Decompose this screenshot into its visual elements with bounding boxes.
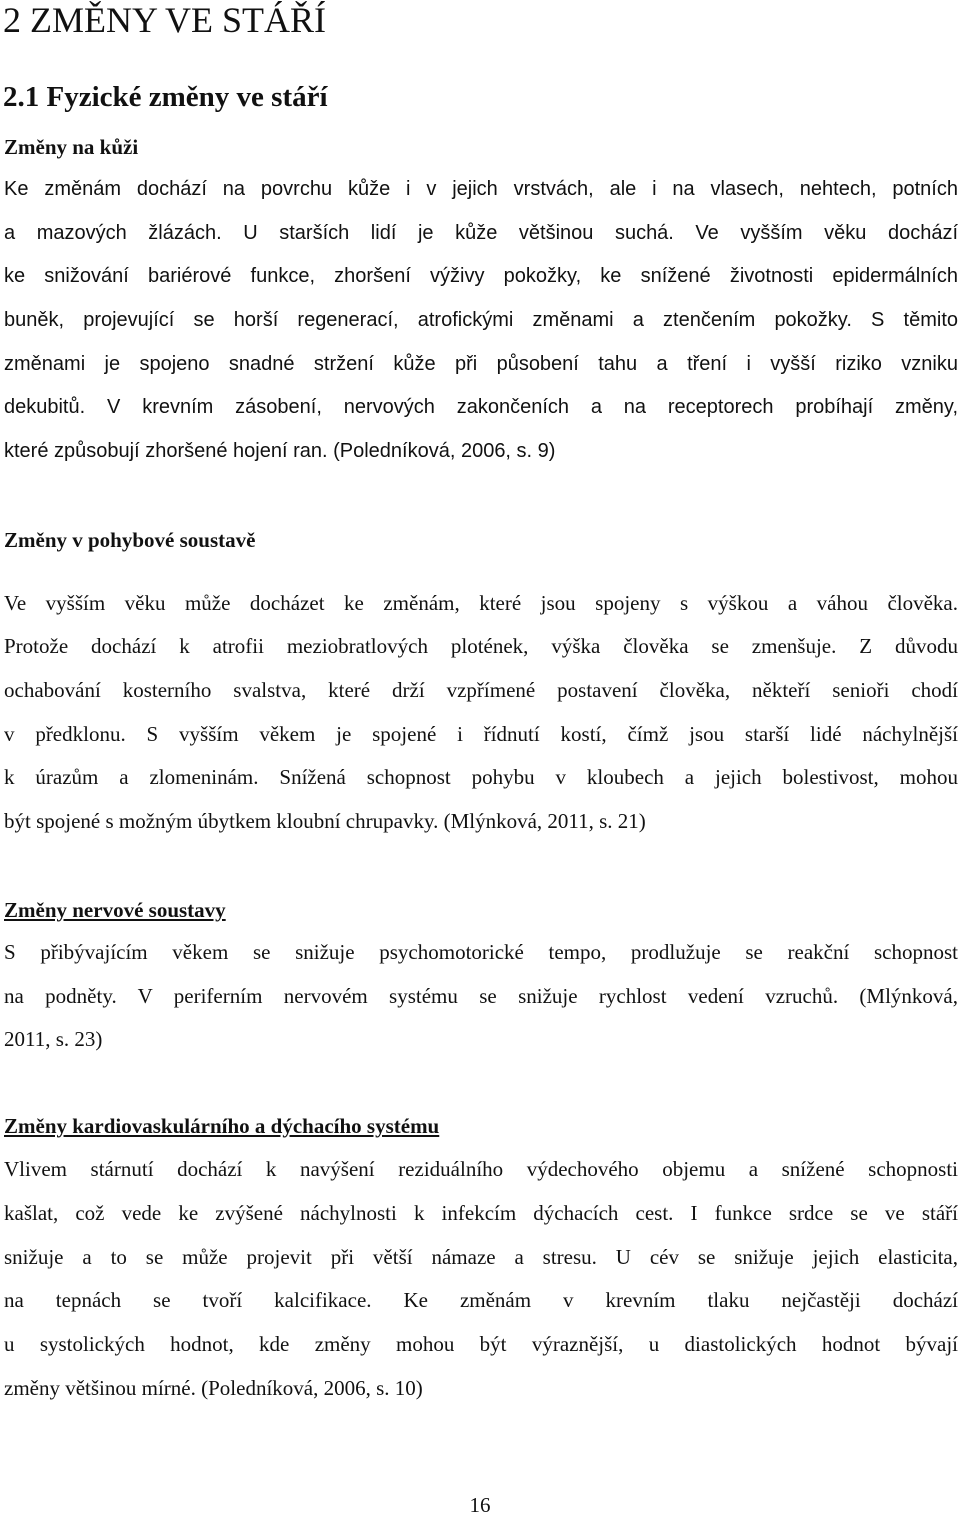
subheading-locomotor: Změny v pohybové soustavě [4,528,256,552]
page-number: 16 [469,1493,491,1517]
paragraph-line: a mazových žlázách. U starších lidí je kůže většinou suchá. Ve vyšším věku dochází [4,222,958,244]
paragraph-line: dekubitů. V krevním zásobení, nervových zakončeních a na receptorech probíhají změny, [4,396,958,418]
subheading-nervous: Změny nervové soustavy [4,898,226,922]
paragraph-line: být spojené s možným úbytkem kloubní chrupavky. (Mlýnková, 2011, s. 21) [4,809,646,833]
paragraph-line: ke snižování bariérové funkce, zhoršení výživy pokožky, ke snížené životnosti epidermálních [4,265,958,287]
subheading-cardio: Změny kardiovaskulárního a dýchacího systému [4,1114,440,1138]
paragraph-line: u systolických hodnot, kde změny mohou být výraznější, u diastolických hodnot bývají [4,1332,958,1356]
paragraph-line: buněk, projevující se horší regenerací, atrofickými změnami a ztenčením pokožky. S těmito [4,309,958,331]
paragraph-line: na podněty. V periferním nervovém systému se snižuje rychlost vedení vzruchů. (Mlýnková, [4,984,958,1008]
chapter-heading: 2 ZMĚNY VE STÁŘÍ [3,0,326,40]
paragraph-line: ochabování kosterního svalstva, které drží vzpřímené postavení člověka, někteří senioři chodí [4,678,958,702]
paragraph-line: k úrazům a zlomeninám. Snížená schopnost pohybu v kloubech a jejich bolestivost, mohou [4,765,958,789]
paragraph-line: Protože dochází k atrofii meziobratlových plotének, výška člověka se zmenšuje. Z důvodu [4,634,958,658]
paragraph-line: Ke změnám dochází na povrchu kůže i v jejich vrstvách, ale i na vlasech, nehtech, potních [4,178,958,200]
paragraph-line: na tepnách se tvoří kalcifikace. Ke změnám v krevním tlaku nejčastěji dochází [4,1288,958,1312]
paragraph-line: Ve vyšším věku může docházet ke změnám, které jsou spojeny s výškou a váhou člověka. [4,591,958,615]
paragraph-line: změnami je spojeno snadné stržení kůže při působení tahu a tření i vyšší riziko vzniku [4,353,958,375]
paragraph-line: snižuje a to se může projevit při větší námaze a stresu. U cév se snižuje jejich elasticita, [4,1245,958,1269]
subheading-skin: Změny na kůži [4,135,139,159]
paragraph-line: v předklonu. S vyšším věkem je spojené i řídnutí kostí, čímž jsou starší lidé náchylnější [4,722,958,746]
paragraph-line: Vlivem stárnutí dochází k navýšení reziduálního výdechového objemu a snížené schopnosti [4,1157,958,1181]
paragraph-line: kašlat, což vede ke zvýšené náchylnosti k infekcím dýchacích cest. I funkce srdce se ve stáří [4,1201,958,1225]
paragraph-line: změny většinou mírné. (Poledníková, 2006, s. 10) [4,1376,423,1400]
section-heading: 2.1 Fyzické změny ve stáří [3,81,328,113]
paragraph-line: S přibývajícím věkem se snižuje psychomotorické tempo, prodlužuje se reakční schopnost [4,940,958,964]
paragraph-line: 2011, s. 23) [4,1027,103,1051]
paragraph-line: které způsobují zhoršené hojení ran. (Poledníková, 2006, s. 9) [4,440,556,462]
